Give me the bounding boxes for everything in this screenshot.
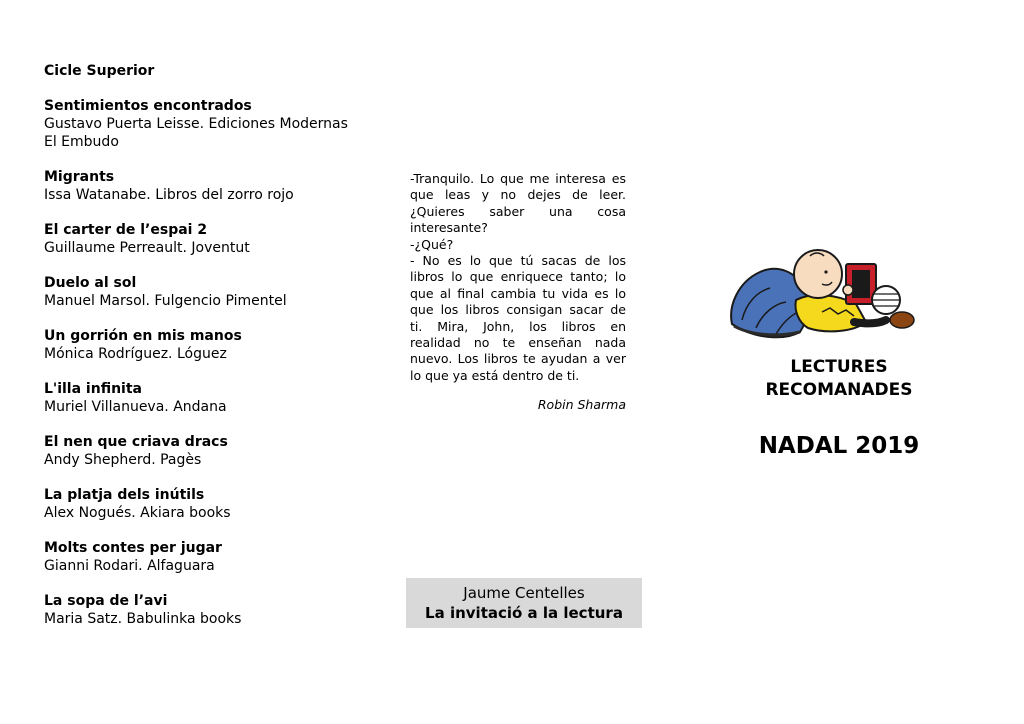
quote-paragraph-3: - No es lo que tú sacas de los libros lo que enriquece tanto; lo que al final cambia tu vida es lo que los libros consigan sacar de ti. Mira, John, los libros en realidad no te enseñan nada nuevo. Los libros te ayudan a ver lo que ya está dentro de ti. (410, 253, 626, 383)
quote-author: Robin Sharma (537, 397, 626, 412)
book-title: Molts contes per jugar (44, 540, 222, 556)
book-author-publisher: Alex Nogués. Akiara books (44, 505, 231, 521)
book-title: Sentimientos encontrados (44, 98, 252, 114)
book-author-publisher: Issa Watanabe. Libros del zorro rojo (44, 187, 294, 203)
book-title: Migrants (44, 169, 115, 185)
quote-block (410, 171, 626, 384)
section-title: Cicle Superior (44, 63, 155, 79)
book-publisher-extra: El Embudo (44, 134, 119, 150)
cover-title (734, 356, 944, 402)
book-entry (44, 221, 374, 257)
book-author-publisher: Manuel Marsol. Fulgencio Pimentel (44, 293, 287, 309)
book-title: El carter de l’espai 2 (44, 222, 208, 238)
book-title: L'illa infinita (44, 381, 142, 397)
book-author-publisher: Gianni Rodari. Alfaguara (44, 558, 215, 574)
title-line-2: RECOMANADES (765, 380, 913, 400)
book-author-publisher: Mónica Rodríguez. Lóguez (44, 346, 227, 362)
book-list (44, 62, 374, 645)
book-entry (44, 592, 374, 628)
book-title: Duelo al sol (44, 275, 137, 291)
book-entry (44, 97, 374, 151)
footer-box (406, 578, 642, 628)
footer-subtitle: La invitació a la lectura (425, 604, 623, 622)
book-entry (44, 433, 374, 469)
book-entry (44, 168, 374, 204)
quote-paragraph-2: -¿Qué? (410, 236, 454, 252)
books-container (44, 97, 374, 628)
book-author-publisher: Andy Shepherd. Pagès (44, 452, 202, 468)
book-entry (44, 327, 374, 363)
book-author-publisher: Muriel Villanueva. Andana (44, 399, 227, 415)
book-author-publisher: Maria Satz. Babulinka books (44, 611, 242, 627)
book-title: La sopa de l’avi (44, 593, 168, 609)
book-title: Un gorrión en mis manos (44, 328, 242, 344)
cover-big-title: NADAL 2019 (758, 433, 920, 459)
book-entry (44, 539, 374, 575)
quote-paragraph-1: -Tranquilo. Lo que me interesa es que leas y no dejes de leer. ¿Quieres saber una cosa interesante? (410, 171, 626, 236)
book-entry (44, 380, 374, 416)
title-line-1: LECTURES (790, 357, 888, 377)
reading-character-illustration (726, 242, 921, 344)
book-author-publisher: Gustavo Puerta Leisse. Ediciones Modernas (44, 116, 348, 132)
book-author-publisher: Guillaume Perreault. Joventut (44, 240, 250, 256)
book-title: El nen que criava dracs (44, 434, 228, 450)
footer-name: Jaume Centelles (463, 584, 585, 602)
book-title: La platja dels inútils (44, 487, 205, 503)
book-entry (44, 486, 374, 522)
book-entry (44, 274, 374, 310)
